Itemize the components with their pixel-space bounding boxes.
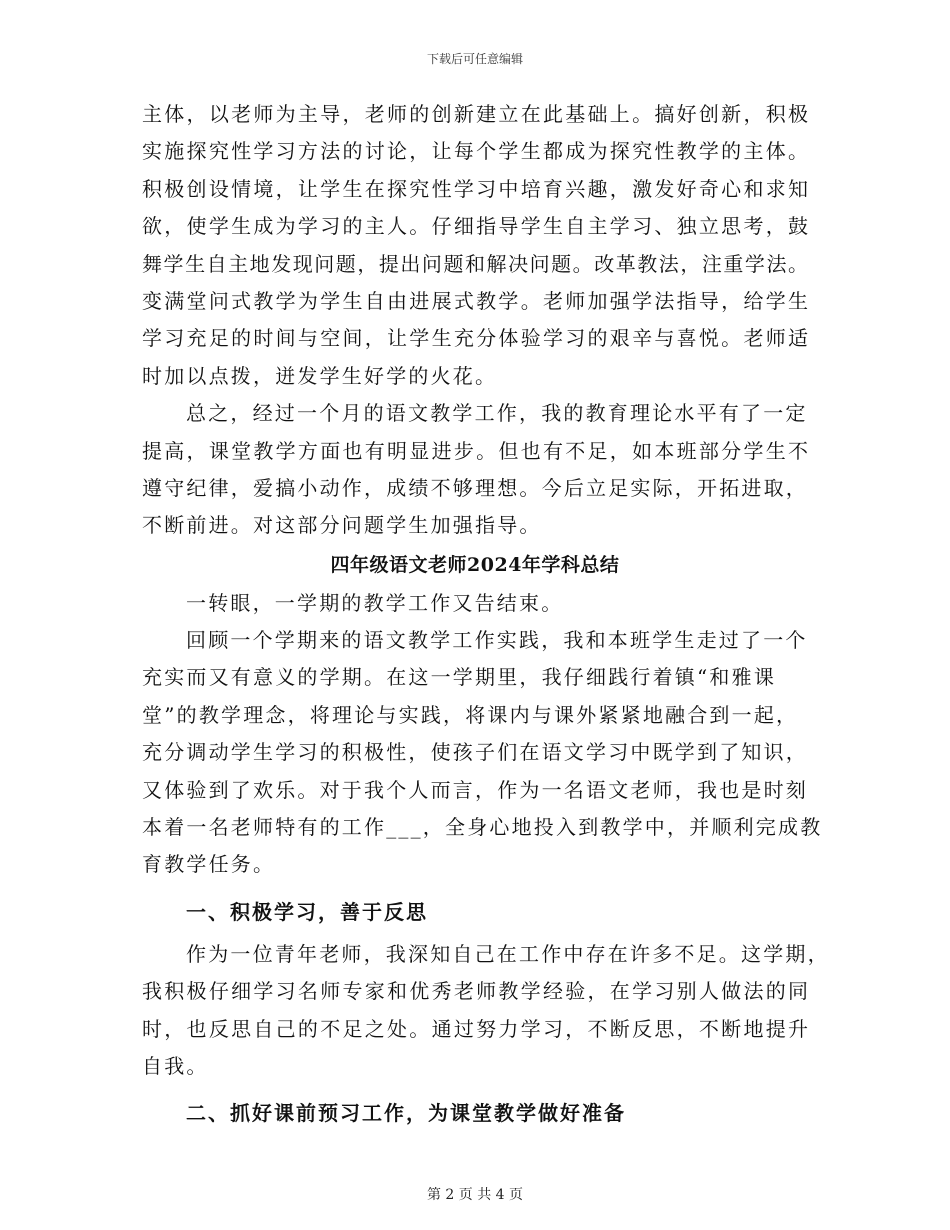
- text-line: 一转眼，一学期的教学工作又告结束。: [186, 590, 564, 615]
- page-footer: 第 2 页 共 4 页: [426, 1187, 524, 1203]
- text-line: 作为一位青年老师，我深知自己在工作中存在许多不足。这学期，: [186, 941, 830, 966]
- text-line: 回顾一个学期来的语文教学工作实践，我和本班学生走过了一个: [186, 628, 808, 653]
- paragraph-young-teacher: [142, 936, 830, 1086]
- text-line: 总之，经过一个月的语文教学工作，我的教育理论水平有了一定: [186, 401, 808, 426]
- text-line: 主体，以老师为主导，老师的创新建立在此基础上。搞好创新，积极: [142, 102, 808, 126]
- text-line: 我积极仔细学习名师专家和优秀老师教学经验，在学习别人做法的同: [142, 979, 808, 1004]
- text-line: 时加以点拨，迸发学生好学的火花。: [142, 363, 498, 388]
- text-line: 本着一名老师特有的工作___，全身心地投入到教学中，并顺利完成教: [142, 815, 823, 840]
- text-line: 又体验到了欢乐。对于我个人而言，作为一名语文老师，我也是时刻: [142, 777, 808, 802]
- text-line: 育教学任务。: [142, 852, 276, 877]
- text-line: 自我。: [142, 1053, 209, 1078]
- document-body: [142, 96, 830, 1137]
- paragraph-review: [142, 622, 823, 884]
- text-line: 时，也反思自己的不足之处。通过努力学习，不断反思，不断地提升: [142, 1016, 808, 1041]
- text-line: 堂”的教学理念，将理论与实践，将课内与课外紧紧地融合到一起，: [142, 702, 799, 727]
- text-line: 舞学生自主地发现问题，提出问题和解决问题。改革教法，注重学法。: [142, 251, 808, 276]
- section-title: 四年级语文老师2024年学科总结: [330, 553, 620, 576]
- paragraph-innovation: [142, 96, 808, 395]
- paragraph-summary: [142, 395, 808, 545]
- heading-learn-reflect: 一、积极学习，善于反思: [186, 899, 428, 924]
- paragraph-intro: [142, 585, 808, 622]
- text-line: 充分调动学生学习的积极性，使孩子们在语文学习中既学到了知识，: [142, 740, 808, 765]
- text-line: 学习充足的时间与空间，让学生充分体验学习的艰辛与喜悦。老师适: [142, 326, 808, 351]
- heading-preview-work: 二、抓好课前预习工作，为课堂教学做好准备: [186, 1101, 626, 1126]
- text-line: 充实而又有意义的学期。在这一学期里，我仔细践行着镇“和雅课: [142, 665, 777, 690]
- text-line: 遵守纪律，爱搞小动作，成绩不够理想。今后立足实际，开拓进取，: [142, 475, 808, 500]
- text-line: 变满堂问式教学为学生自由进展式教学。老师加强学法指导，给学生: [142, 288, 808, 313]
- text-line: 不断前进。对这部分问题学生加强指导。: [142, 513, 542, 538]
- page-header: 下载后可任意编辑: [426, 52, 523, 66]
- text-line: 欲，使学生成为学习的主人。仔细指导学生自主学习、独立思考，鼓: [142, 214, 808, 239]
- text-line: 提高，课堂教学方面也有明显进步。但也有不足，如本班部分学生不: [142, 438, 808, 463]
- text-line: 积极创设情境，让学生在探究性学习中培育兴趣，激发好奇心和求知: [142, 176, 808, 201]
- text-line: 实施探究性学习方法的讨论，让每个学生都成为探究性教学的主体。: [142, 139, 808, 164]
